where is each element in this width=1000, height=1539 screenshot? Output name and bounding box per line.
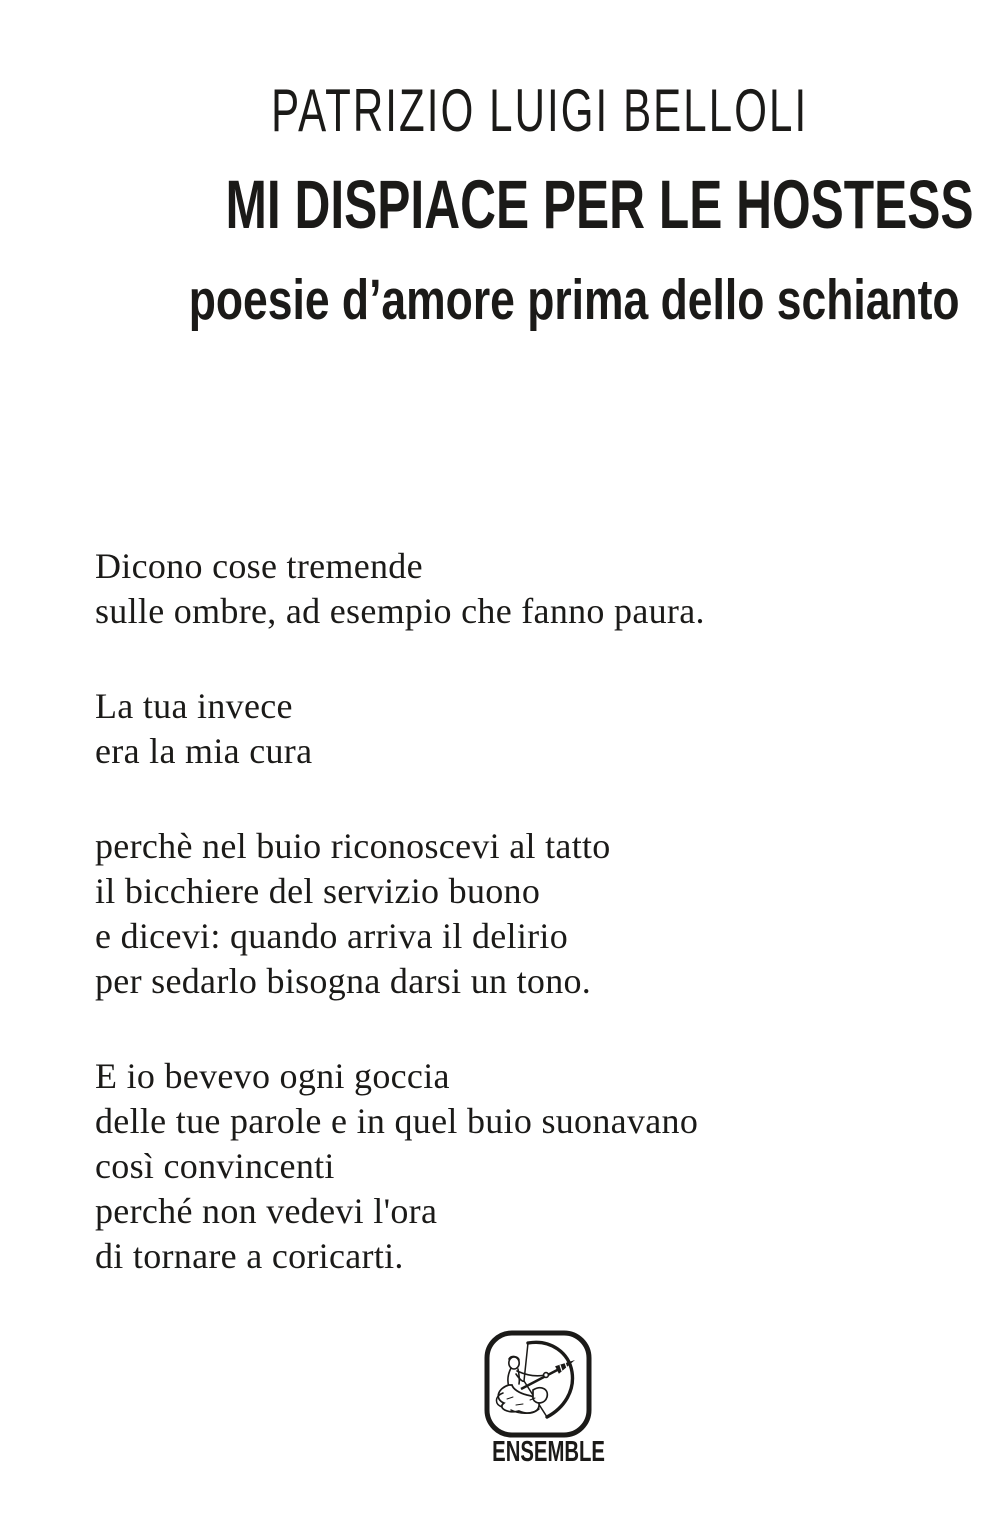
poem-line: Dicono cose tremende — [95, 546, 423, 586]
poem-stanza-4 — [95, 1054, 915, 1279]
poem-stanza-2 — [95, 684, 915, 774]
poem-line: La tua invece — [95, 686, 293, 726]
poem — [95, 544, 915, 1279]
poem-line: E io bevevo ogni goccia — [95, 1056, 450, 1096]
author-name — [80, 77, 1000, 144]
poem-line: e dicevi: quando arriva il delirio — [95, 916, 569, 956]
poem-line: di tornare a coricarti. — [95, 1236, 404, 1276]
book-title-text: MI DISPIACE PER LE HOSTESS — [225, 166, 974, 243]
publisher-name — [468, 1438, 608, 1467]
poem-line: per sedarlo bisogna darsi un tono. — [95, 961, 592, 1001]
book-subtitle — [80, 268, 1000, 332]
book-title — [80, 166, 1000, 243]
poem-line: sulle ombre, ad esempio che fanno paura. — [95, 591, 705, 631]
publisher-logo — [483, 1329, 593, 1439]
publisher-name-text: ENSEMBLE — [492, 1436, 605, 1468]
poem-stanza-3 — [95, 824, 915, 1004]
archer-drawing-bow-icon — [483, 1329, 593, 1439]
poem-line: il bicchiere del servizio buono — [95, 871, 541, 911]
book-subtitle-text: poesie d’amore prima dello schianto — [188, 268, 960, 332]
author-name-text: PATRIZIO LUIGI BELLOLI — [271, 77, 809, 144]
poem-line: delle tue parole e in quel buio suonavano — [95, 1101, 699, 1141]
poem-line: così convincenti — [95, 1146, 335, 1186]
poem-stanza-1 — [95, 544, 915, 634]
poem-line: perché non vedevi l'ora — [95, 1191, 438, 1231]
poem-line: perchè nel buio riconoscevi al tatto — [95, 826, 611, 866]
poem-line: era la mia cura — [95, 731, 313, 771]
